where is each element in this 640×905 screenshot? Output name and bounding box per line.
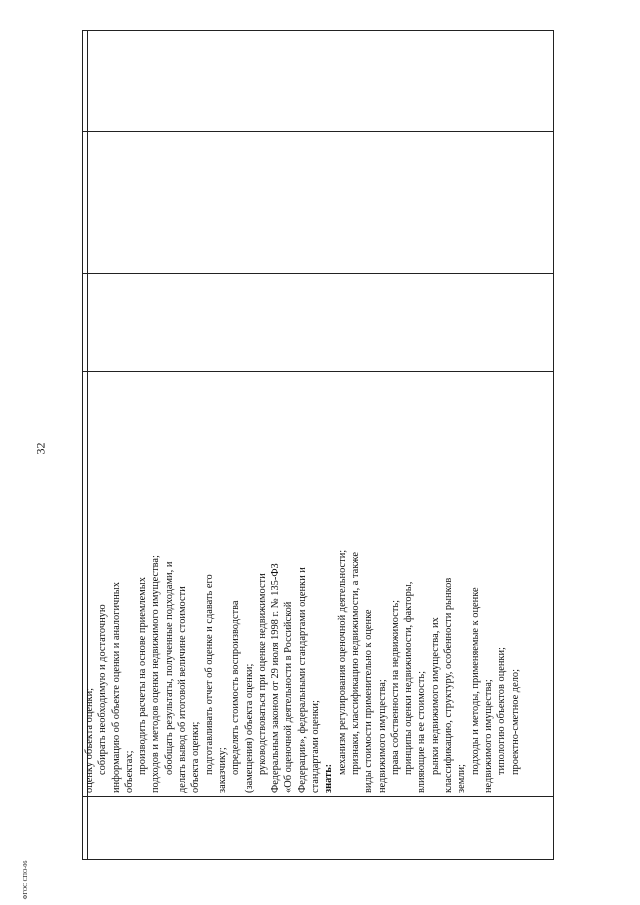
- text-line: права собственности на недвижимость;: [389, 599, 401, 775]
- text-line: типологию объектов оценки;: [496, 647, 508, 775]
- competency-text: [83, 28, 522, 793]
- text-line: «Об оценочной деятельности в Российской: [283, 601, 295, 793]
- text-line: делать вывод об итоговой величине стоимости: [177, 586, 189, 793]
- text-line: знать:: [323, 763, 335, 793]
- text-line: объектах;: [123, 750, 135, 793]
- text-line: заказчику;: [216, 747, 228, 793]
- text-line: влияющие на ее стоимость;: [416, 671, 428, 793]
- text-line: подготавливать отчет об оценке и сдавать его: [203, 574, 215, 775]
- text-line: земли;: [456, 764, 468, 793]
- text-line: обобщать результаты, полученные подходами, и: [163, 561, 175, 775]
- text-line: оценку объекта оценки;: [84, 687, 95, 793]
- text-line: производить расчеты на основе приемлемых: [137, 577, 149, 775]
- competency-text-cell: [83, 549, 521, 818]
- text-line: классификацию, структуру, особенности рынков: [443, 577, 455, 793]
- text-line: Федеральным законом от 29 июля 1998 г. № 135-ФЗ: [270, 563, 282, 793]
- text-line: объекта оценки;: [190, 721, 202, 793]
- text-line: подходы и методы, применяемые к оценке: [469, 587, 481, 775]
- text-line: стандартами оценки;: [310, 700, 322, 793]
- text-line: признаки, классификацию недвижимости, а также: [349, 552, 361, 775]
- text-line: проектно-сметное дело;: [509, 669, 521, 775]
- text-line: механизм регулирования оценочной деятельности;: [336, 549, 348, 775]
- document-code: [20, 860, 32, 900]
- text-line: подходов и методов оценки недвижимого имущества;: [150, 555, 162, 793]
- text-line: рынки недвижимого имущества, их: [429, 617, 441, 775]
- text-line: информацию об объекте оценки и аналогичных: [110, 582, 122, 793]
- text-line: определять стоимость воспроизводства: [230, 600, 242, 775]
- text-line: руководствоваться при оценке недвижимости: [256, 573, 268, 775]
- text-line: Федерации», федеральными стандартами оценки и: [296, 567, 308, 793]
- text-line: (замещения) объекта оценки;: [243, 663, 255, 793]
- text-line: недвижимого имущества;: [482, 679, 494, 793]
- document-code-text: ФГОС СПО-06: [23, 860, 29, 900]
- text-line: виды стоимости применительно к оценке: [363, 609, 375, 793]
- page-number: 32: [33, 442, 48, 455]
- text-line: недвижимого имущества;: [376, 679, 388, 793]
- text-line: принципы оценки недвижимости, факторы,: [403, 581, 415, 775]
- text-line: собирать необходимую и достаточную: [97, 604, 109, 775]
